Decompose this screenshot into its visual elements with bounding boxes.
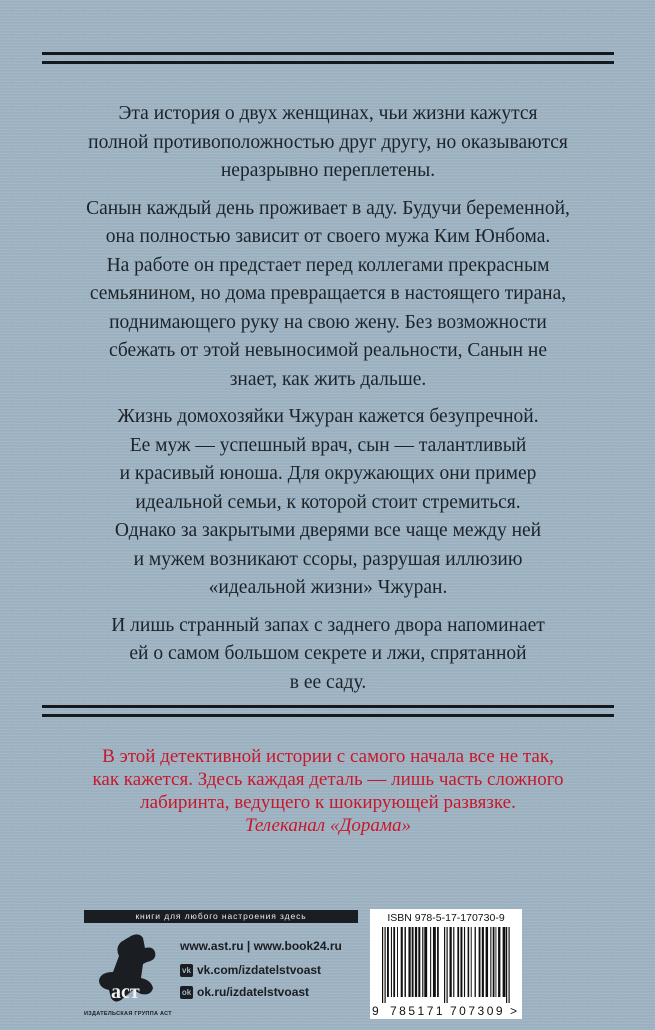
barcode-bar	[503, 927, 506, 997]
blurb-paragraph	[42, 195, 614, 395]
blurb-line: и мужем возникают ссоры, разрушая иллюзию	[133, 548, 523, 570]
logo-caption: ИЗДАТЕЛЬСКАЯ ГРУППА АСТ	[84, 1011, 172, 1017]
barcode-digits-left: 785171	[390, 1004, 446, 1018]
barcode-bar	[498, 927, 500, 997]
blurb-text	[42, 100, 614, 697]
blurb-line: Санын каждый день проживает в аду. Будучи беременной,	[86, 197, 570, 219]
blurb-paragraph	[42, 612, 614, 698]
blurb-line: Однако за закрытыми дверями все чаще между ней	[114, 520, 542, 541]
barcode-bar	[486, 927, 488, 997]
barcode-bar	[495, 927, 496, 997]
barcode-bars	[378, 927, 514, 1003]
blurb-line: На работе он предстает перед коллегами прекрасным	[106, 254, 550, 276]
vk-link-text: vk.com/izdatelstvoast	[197, 963, 322, 977]
barcode-bar	[404, 927, 405, 997]
barcode-bar	[457, 927, 459, 997]
blurb-line: семьянином, но дома превращается в настоящего тирана,	[89, 283, 567, 304]
blurb-line: идеальной семьи, к которой стоит стремиться.	[135, 491, 521, 513]
isbn-label: ISBN 978-5-17-170730-9	[387, 912, 505, 924]
quote-source: Телеканал «Дорама»	[244, 815, 412, 836]
barcode-digit-lead: 9	[372, 1004, 379, 1018]
barcode-bar	[464, 927, 465, 997]
barcode-bar	[430, 927, 431, 997]
middle-double-rule	[42, 705, 614, 719]
blurb-paragraph	[42, 403, 614, 603]
publisher-tagline: книги для любого настроения здесь	[84, 910, 358, 923]
barcode-bar	[453, 927, 454, 997]
blurb-line: Ее муж — успешный врач, сын — талантливый	[129, 434, 527, 456]
vk-icon: vk	[180, 964, 193, 977]
blurb-line: полной противоположностью друг другу, но оказываются	[88, 131, 568, 153]
review-quote	[42, 745, 614, 837]
barcode-bar	[444, 927, 445, 1003]
barcode-digits-right: 707309	[450, 1004, 506, 1018]
ok-link[interactable]	[180, 985, 309, 999]
barcode-quiet-mark: >	[510, 1004, 518, 1018]
barcode-bar	[509, 927, 510, 1003]
barcode-bar	[412, 927, 414, 997]
barcode-bar	[447, 927, 448, 1003]
barcode-bar	[437, 927, 439, 997]
blurb-line: и красивый юноша. Для окружающих они пример	[119, 463, 537, 484]
barcode-bar	[475, 927, 476, 997]
barcode-bar	[393, 927, 395, 997]
barcode-bar	[418, 927, 420, 997]
website-links[interactable]: www.ast.ru | www.book24.ru	[180, 939, 342, 953]
blurb-line: неразрывно переплетены.	[220, 160, 436, 181]
barcode-bar	[490, 927, 491, 997]
blurb-line: в ее саду.	[289, 671, 367, 693]
barcode-bar	[422, 927, 423, 997]
barcode-bar	[493, 927, 495, 997]
barcode-bar	[401, 927, 403, 997]
quote-line: лабиринта, ведущего к шокирующей развязке.	[140, 792, 516, 813]
top-double-rule	[42, 52, 614, 66]
logo-text: аст	[111, 981, 140, 1003]
quote-line: В этой детективной истории с самого начала все не так,	[102, 746, 554, 767]
blurb-line: знает, как жить дальше.	[229, 368, 427, 390]
blurb-line: И лишь странный запах с заднего двора напоминает	[111, 614, 545, 636]
barcode-bar	[482, 927, 484, 997]
vk-link[interactable]	[180, 963, 321, 977]
barcode-bar	[468, 927, 470, 997]
barcode-bar	[397, 927, 398, 997]
barcode-bar	[471, 927, 472, 997]
barcode-bar	[424, 927, 427, 997]
ast-logo	[87, 930, 169, 1020]
barcode-bar	[385, 927, 386, 1003]
barcode-bar	[415, 927, 417, 997]
quote-line: как кажется. Здесь каждая деталь — лишь часть сложного	[92, 769, 564, 790]
barcode-bar	[391, 927, 392, 997]
blurb-line: Эта история о двух женщинах, чьи жизни кажутся	[118, 103, 538, 124]
blurb-line: ей о самом большом секрете и лжи, спрятанной	[129, 643, 527, 664]
blurb-paragraph	[42, 100, 614, 186]
barcode-bar	[450, 927, 452, 997]
barcode-bar	[433, 927, 436, 997]
blurb-line: «идеальной жизни» Чжуран.	[208, 577, 448, 598]
ok-icon: ok	[181, 988, 192, 998]
blurb-line: поднимающего руку на свою жену. Без возможности	[109, 311, 547, 333]
barcode-bar	[382, 927, 383, 1003]
barcode-bar	[479, 927, 481, 997]
barcode	[370, 909, 522, 1019]
blurb-line: Жизнь домохозяйки Чжуран кажется безупречной.	[117, 406, 539, 427]
barcode-bar	[387, 927, 389, 997]
barcode-bar	[408, 927, 410, 997]
barcode-bar	[460, 927, 462, 997]
blurb-line: она полностью зависит от своего мужа Ким Юнбома.	[105, 226, 551, 247]
ok-link-text: ok.ru/izdatelstvoast	[197, 985, 310, 999]
barcode-bar	[506, 927, 507, 1003]
blurb-line: сбежать от этой невыносимой реальности, Санын не	[109, 340, 547, 361]
